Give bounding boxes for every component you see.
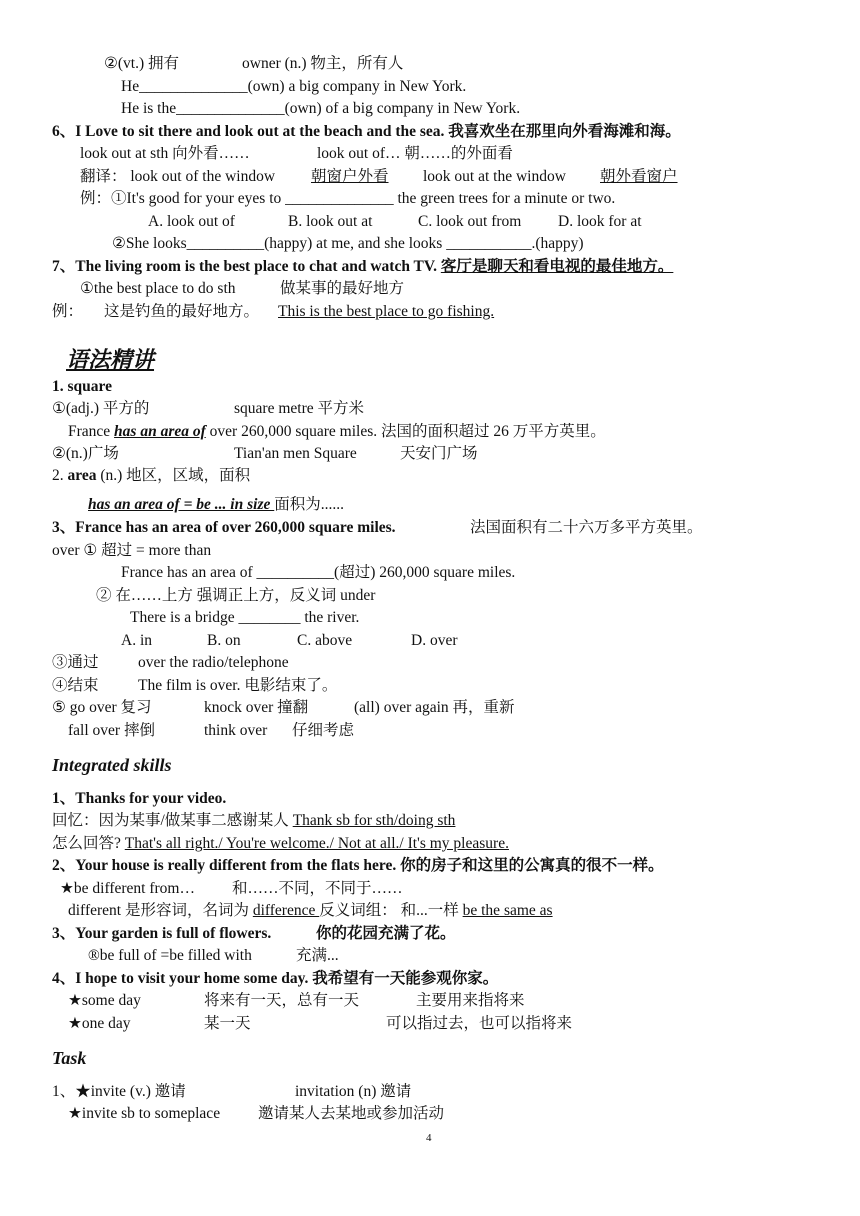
phrase-line: fall over 摔倒 think over 仔细考虑 — [68, 722, 355, 739]
section-heading-task: Task — [52, 1048, 87, 1068]
phrase-line: 回忆：因为某事/做某事二感谢某人 Thank sb for sth/doing sth — [52, 812, 456, 829]
sentence-heading: 1、Thanks for your video. — [52, 790, 227, 807]
exercise-line: There is a bridge ________ the river. — [130, 609, 360, 626]
example-line: 例：①It's good for your eyes to ______________ the green trees for a minute or two. — [80, 190, 616, 207]
section-heading-grammar: 语法精讲 — [66, 347, 155, 372]
options-line: A. in B. on C. above D. over — [121, 632, 458, 649]
definition-line: over ① 超过 = more than — [52, 542, 212, 559]
line-own-verb: ②(vt.) 拥有 owner (n.) 物主，所有人 — [104, 55, 404, 72]
sentence-heading: 7、The living room is the best place to chat and watch TV. 客厅是聊天和看电视的最佳地方。 — [52, 258, 674, 275]
definition-line: ③通过 over the radio/telephone — [52, 654, 289, 671]
exercise-line: He______________(own) a big company in New York. — [121, 78, 467, 95]
sentence-heading: 3、Your garden is full of flowers. 你的花园充满了花。 — [52, 925, 456, 942]
phrase-line: 怎么回答? That's all right./ You're welcome./ Not at all./ It's my pleasure. — [52, 835, 509, 852]
translation-line: 翻译： look out of the window 朝窗户外看 look out at the window 朝外看窗户 — [80, 168, 678, 185]
item-heading: 2. area (n.) 地区，区域，面积 — [52, 467, 251, 484]
example-line: France has an area of over 260,000 square miles. 法国的面积超过 26 万平方英里。 — [68, 423, 606, 440]
phrase-line: ①the best place to do sth 做某事的最好地方 — [80, 280, 405, 297]
definition-line: ④结束 The film is over. 电影结束了。 — [52, 677, 338, 694]
section-heading-integrated-skills: Integrated skills — [52, 755, 172, 775]
sentence-heading: 2、Your house is really different from the flats here. 你的房子和这里的公寓真的很不一样。 — [52, 857, 664, 874]
phrase-line: 1、★invite (v.) 邀请 invitation (n) 邀请 — [52, 1083, 412, 1100]
phrase-line: ★invite sb to someplace 邀请某人去某地或参加活动 — [68, 1105, 445, 1122]
definition-line: ② 在……上方 强调正上方，反义词 under — [96, 587, 376, 604]
phrase-line: ⑤ go over 复习 knock over 撞翻 (all) over again 再，重新 — [52, 699, 515, 716]
phrase-line: look out at sth 向外看…… look out of… 朝……的外面看 — [80, 145, 513, 162]
example-line: 例： 这是钓鱼的最好地方。 This is the best place to go fishing. — [52, 303, 495, 320]
phrase-line: has an area of = be ... in size 面积为...... — [88, 496, 345, 513]
exercise-line: He is the______________(own) of a big company in New York. — [121, 100, 521, 117]
phrase-line: different 是形容词，名词为 difference 反义词组： 和...一样 be the same as — [68, 902, 553, 919]
phrase-line: ★some day 将来有一天，总有一天 主要用来指将来 — [68, 992, 525, 1009]
phrase-line: ®be full of =be filled with 充满... — [88, 947, 339, 964]
example-line: ②She looks__________(happy) at me, and she looks ___________.(happy) — [112, 235, 584, 252]
sentence-heading: 3、France has an area of over 260,000 square miles. 法国面积有二十六万多平方英里。 — [52, 519, 703, 536]
sentence-heading: 6、I Love to sit there and look out at the beach and the sea. 我喜欢坐在那里向外看海滩和海。 — [52, 123, 681, 140]
item-heading: 1. square — [52, 378, 113, 395]
phrase-line: ★be different from… 和……不同，不同于…… — [60, 880, 403, 897]
page-number: 4 — [426, 1132, 432, 1144]
definition-line: ②(n.)广场 Tian'an men Square 天安门广场 — [52, 445, 478, 462]
exercise-line: France has an area of __________(超过) 260,000 square miles. — [121, 564, 516, 581]
options-line: A. look out of B. look out at C. look out from D. look for at — [148, 213, 642, 230]
definition-line: ①(adj.) 平方的 square metre 平方米 — [52, 400, 364, 417]
phrase-line: ★one day 某一天 可以指过去，也可以指将来 — [68, 1015, 573, 1032]
sentence-heading: 4、I hope to visit your home some day. 我希望有一天能参观你家。 — [52, 970, 499, 987]
